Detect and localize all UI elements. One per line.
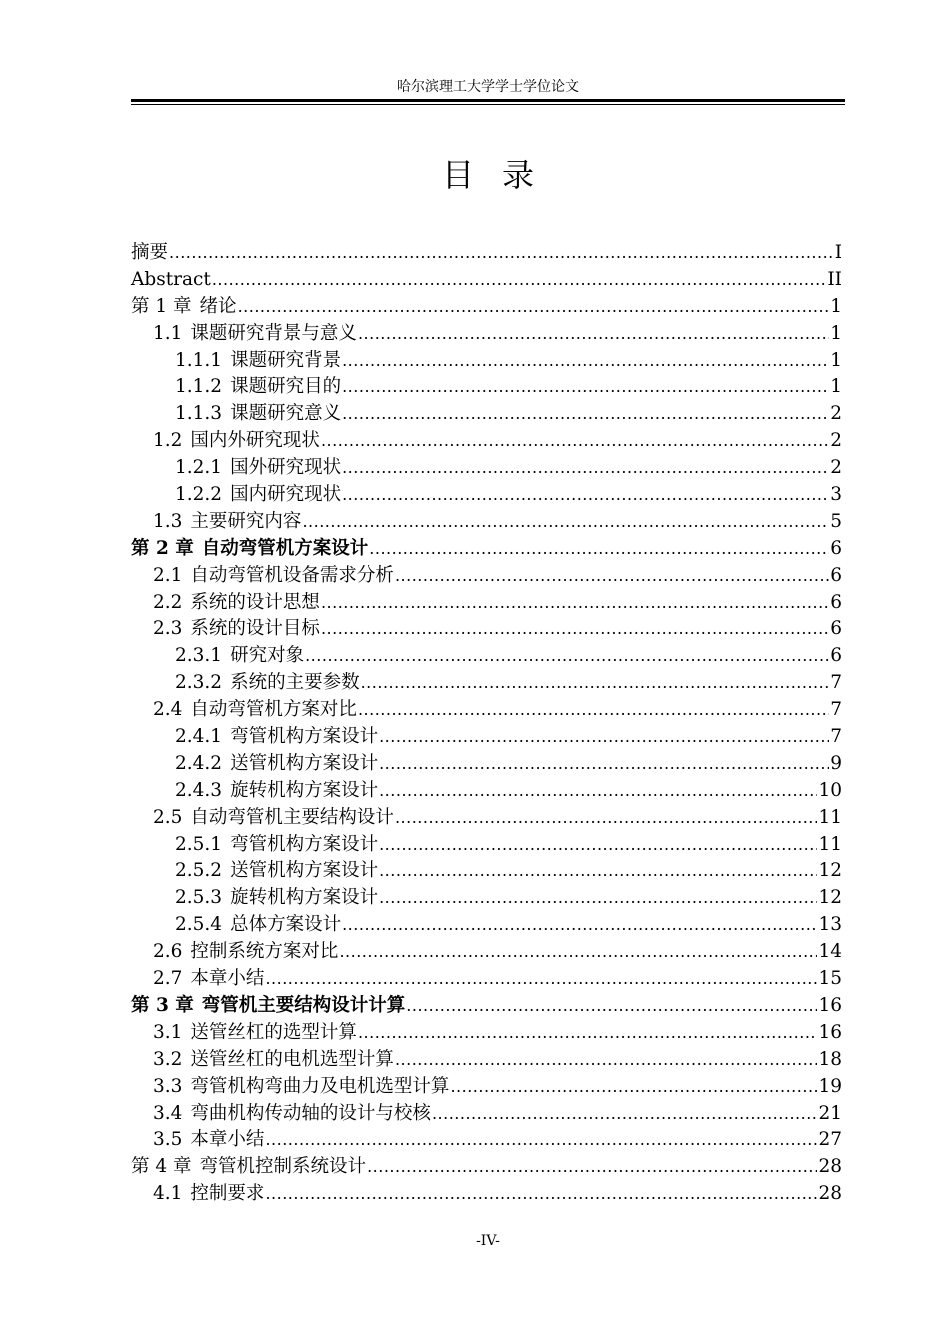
toc-entry[interactable] — [131, 1047, 842, 1074]
toc-dot-leader — [342, 348, 829, 375]
toc-entry-title: 系统的设计思想 — [190, 591, 320, 613]
toc-entry[interactable] — [131, 321, 842, 348]
page-number-footer: -IV- — [476, 1233, 500, 1249]
toc-entry-label — [175, 832, 378, 859]
toc-entry-number: 3.2 — [153, 1048, 183, 1070]
toc-dot-leader — [379, 832, 817, 859]
toc-dot-leader — [342, 912, 817, 939]
toc-entry-number: 3.1 — [153, 1021, 183, 1043]
toc-dot-leader — [358, 321, 829, 348]
toc-entry-title: 自动弯管机主要结构设计 — [190, 806, 394, 828]
toc-dot-leader — [379, 858, 817, 885]
toc-entry-number: 1.2.1 — [175, 457, 223, 479]
toc-dot-leader — [342, 401, 829, 428]
toc-entry[interactable] — [131, 1101, 842, 1128]
toc-entry-title: 绪论 — [199, 295, 237, 317]
toc-entry-number: 2.5.4 — [175, 914, 223, 936]
toc-dot-leader — [321, 428, 829, 455]
toc-entry-title: 送管丝杠的电机选型计算 — [190, 1048, 394, 1070]
toc-dot-leader — [342, 374, 829, 401]
toc-page-number: 11 — [818, 806, 842, 828]
toc-entry-label — [175, 455, 341, 482]
toc-entry-number: 2.5.1 — [175, 833, 223, 855]
running-header: 哈尔滨理工大学学士学位论文 — [397, 79, 579, 95]
toc-entry-number: 2.4.1 — [175, 726, 223, 748]
toc-page-number: 6 — [830, 591, 842, 613]
toc-entry[interactable] — [131, 1181, 842, 1208]
toc-entry-label — [175, 858, 378, 885]
toc-dot-leader — [358, 697, 829, 724]
toc-page-number: 10 — [818, 779, 842, 801]
toc-entry[interactable] — [131, 509, 842, 536]
toc-entry-number: 1.1.3 — [175, 403, 223, 425]
toc-page-number: 19 — [818, 1075, 842, 1097]
toc-entry-title: 弯管机构方案设计 — [230, 726, 379, 748]
toc-entry[interactable] — [131, 751, 842, 778]
toc-page-number: 14 — [818, 941, 842, 963]
toc-dot-leader — [450, 1074, 817, 1101]
toc-page-number: 7 — [830, 672, 842, 694]
toc-dot-leader — [212, 267, 827, 294]
toc-entry[interactable] — [131, 1154, 842, 1181]
toc-entry-label — [131, 536, 368, 563]
toc-entry-title: 弯管机控制系统设计 — [199, 1156, 367, 1178]
toc-entry-number: 2.4.3 — [175, 779, 223, 801]
toc-entry[interactable] — [131, 401, 842, 428]
toc-entry-label — [153, 1020, 357, 1047]
toc-entry-number: 2.3.2 — [175, 672, 223, 694]
toc-dot-leader — [379, 778, 817, 805]
toc-entry-label — [175, 751, 378, 778]
toc-entry[interactable] — [131, 1020, 842, 1047]
toc-page-number: 2 — [830, 430, 842, 452]
toc-title: 目录 — [441, 156, 562, 194]
toc-entry-number: 1.1.1 — [175, 349, 223, 371]
toc-entry[interactable] — [131, 428, 842, 455]
toc-page-number: 9 — [830, 752, 842, 774]
toc-entry[interactable] — [131, 482, 842, 509]
toc-entry-label — [153, 1047, 394, 1074]
toc-dot-leader — [265, 1127, 817, 1154]
toc-entry-title: 旋转机构方案设计 — [230, 887, 379, 909]
toc-entry-number: 2.3.1 — [175, 645, 223, 667]
toc-page-number: 6 — [830, 537, 842, 559]
toc-entry[interactable] — [131, 778, 842, 805]
toc-page-number: 12 — [818, 887, 842, 909]
toc-dot-leader — [342, 482, 829, 509]
toc-dot-leader — [321, 590, 829, 617]
toc-entry-title: 系统的设计目标 — [190, 618, 320, 640]
toc-page-number: 21 — [818, 1102, 842, 1124]
toc-entry-label — [175, 912, 341, 939]
toc-entry[interactable] — [131, 832, 842, 859]
toc-page-number: 7 — [830, 699, 842, 721]
toc-entry-label — [153, 805, 394, 832]
toc-dot-leader — [302, 509, 829, 536]
toc-entry-title: 自动弯管机方案设计 — [201, 537, 369, 559]
toc-dot-leader — [379, 751, 829, 778]
toc-entry-number: 第 1 章 — [131, 295, 192, 317]
toc-entry[interactable] — [131, 1127, 842, 1154]
toc-entry-number: 2.6 — [153, 941, 183, 963]
toc-entry-label — [131, 1154, 366, 1181]
toc-dot-leader — [169, 240, 834, 267]
toc-entry[interactable] — [131, 966, 842, 993]
toc-entry-title: 课题研究意义 — [230, 403, 342, 425]
toc-entry-title: 弯管机构方案设计 — [230, 833, 379, 855]
toc-entry-label — [153, 321, 357, 348]
toc-dot-leader — [265, 966, 817, 993]
toc-entry[interactable] — [131, 939, 842, 966]
toc-entry-number: 2.7 — [153, 968, 183, 990]
toc-entry[interactable] — [131, 455, 842, 482]
toc-page-number: 16 — [818, 994, 842, 1016]
toc-entry[interactable] — [131, 590, 842, 617]
toc-page-number: 12 — [818, 860, 842, 882]
toc-entry-label — [153, 939, 338, 966]
toc-entry-number: 2.4.2 — [175, 752, 223, 774]
toc-entry-number: 1.1 — [153, 322, 183, 344]
toc-page-number: 28 — [818, 1156, 842, 1178]
toc-page-number: 7 — [830, 726, 842, 748]
toc-entry-number: 2.1 — [153, 564, 183, 586]
toc-entry-label — [131, 267, 211, 294]
toc-page-number: 6 — [830, 645, 842, 667]
toc-entry-label — [175, 401, 341, 428]
toc-entry-number: 1.3 — [153, 510, 183, 532]
toc-entry[interactable] — [131, 670, 842, 697]
toc-entry[interactable] — [131, 240, 842, 267]
toc-entry-label — [175, 482, 341, 509]
toc-dot-leader — [339, 939, 817, 966]
toc-entry-label — [175, 778, 378, 805]
toc-entry-number: 2.5.2 — [175, 860, 223, 882]
toc-entry-label — [175, 724, 378, 751]
toc-entry-label — [175, 643, 304, 670]
toc-entry-label — [153, 590, 320, 617]
toc-entry-label — [131, 993, 405, 1020]
toc-entry-title: 国内研究现状 — [230, 484, 342, 506]
toc-entry-title: 控制系统方案对比 — [190, 941, 339, 963]
toc-entry-number: 1.2.2 — [175, 484, 223, 506]
toc-page-number: 3 — [830, 484, 842, 506]
toc-entry-number: 1.1.2 — [175, 376, 223, 398]
toc-dot-leader — [395, 563, 829, 590]
toc-entry-title: 送管机构方案设计 — [230, 752, 379, 774]
toc-entry[interactable] — [131, 294, 842, 321]
toc-entry-title: 弯管机主要结构设计计算 — [201, 994, 406, 1016]
toc-entry-label — [153, 1127, 264, 1154]
table-of-contents — [131, 240, 842, 1208]
toc-page-number: 1 — [830, 349, 842, 371]
toc-dot-leader — [342, 455, 829, 482]
toc-entry[interactable] — [131, 616, 842, 643]
toc-dot-leader — [379, 885, 817, 912]
toc-entry[interactable] — [131, 1074, 842, 1101]
toc-page-number: 27 — [818, 1129, 842, 1151]
toc-dot-leader — [379, 724, 829, 751]
toc-entry[interactable] — [131, 993, 842, 1020]
toc-entry-number: 第 4 章 — [131, 1156, 192, 1178]
toc-entry[interactable] — [131, 643, 842, 670]
toc-entry-number: 第 2 章 — [131, 537, 194, 559]
toc-entry-number: 2.4 — [153, 699, 183, 721]
toc-page-number: II — [827, 268, 842, 290]
toc-entry-title: 自动弯管机方案对比 — [190, 699, 357, 721]
toc-page-number: 6 — [830, 618, 842, 640]
toc-entry-title: 总体方案设计 — [230, 914, 342, 936]
toc-entry-title: 旋转机构方案设计 — [230, 779, 379, 801]
toc-entry-label — [153, 509, 301, 536]
toc-entry-title: 弯管机构弯曲力及电机选型计算 — [190, 1075, 450, 1097]
toc-page-number: 18 — [818, 1048, 842, 1070]
toc-entry-number: 4.1 — [153, 1183, 183, 1205]
toc-entry[interactable] — [131, 374, 842, 401]
header-rule-thick — [131, 99, 845, 102]
header-rule-thin — [131, 104, 845, 105]
toc-entry[interactable] — [131, 805, 842, 832]
toc-entry[interactable] — [131, 912, 842, 939]
toc-entry-label — [131, 240, 168, 267]
toc-dot-leader — [361, 670, 830, 697]
toc-page-number: I — [834, 242, 842, 263]
toc-page-number: 1 — [830, 322, 842, 344]
toc-entry-title: 系统的主要参数 — [230, 672, 360, 694]
toc-entry-label — [131, 294, 237, 321]
toc-dot-leader — [395, 1047, 818, 1074]
toc-entry-label — [175, 348, 341, 375]
toc-page-number: 1 — [830, 376, 842, 398]
toc-entry-number: 3.3 — [153, 1075, 183, 1097]
toc-entry-title: 主要研究内容 — [190, 510, 302, 532]
toc-entry-title: 摘要 — [131, 242, 169, 263]
toc-entry-label — [153, 563, 394, 590]
toc-page-number: 15 — [818, 968, 842, 990]
toc-entry-label — [175, 670, 360, 697]
toc-entry-label — [153, 1181, 264, 1208]
toc-entry-label — [175, 374, 341, 401]
toc-entry-label — [153, 428, 320, 455]
toc-entry-label — [175, 885, 378, 912]
toc-entry[interactable] — [131, 885, 842, 912]
toc-entry-number: 2.5.3 — [175, 887, 223, 909]
toc-page-number: 16 — [818, 1021, 842, 1043]
toc-entry-title: 弯曲机构传动轴的设计与校核 — [190, 1102, 431, 1124]
toc-page-number: 11 — [818, 833, 842, 855]
toc-entry-title: 自动弯管机设备需求分析 — [190, 564, 394, 586]
toc-page-number: 2 — [830, 457, 842, 479]
toc-dot-leader — [358, 1020, 818, 1047]
toc-entry-label — [153, 616, 320, 643]
toc-entry-number: 3.4 — [153, 1102, 183, 1124]
toc-entry-title: 国内外研究现状 — [190, 430, 320, 452]
toc-entry[interactable] — [131, 858, 842, 885]
toc-page-number: 5 — [830, 510, 842, 532]
toc-entry[interactable] — [131, 536, 842, 563]
toc-dot-leader — [238, 294, 830, 321]
toc-entry[interactable] — [131, 267, 842, 294]
toc-dot-leader — [395, 805, 818, 832]
toc-page-number: 6 — [830, 564, 842, 586]
toc-entry-title: Abstract — [131, 268, 211, 290]
toc-page-number: 13 — [818, 914, 842, 936]
toc-entry-number: 2.2 — [153, 591, 183, 613]
toc-entry[interactable] — [131, 724, 842, 751]
toc-entry[interactable] — [131, 697, 842, 724]
toc-dot-leader — [369, 536, 829, 563]
toc-entry-title: 课题研究背景与意义 — [190, 322, 357, 344]
toc-page-number: 1 — [830, 295, 842, 317]
toc-page-number: 2 — [830, 403, 842, 425]
toc-entry-label — [153, 697, 357, 724]
toc-entry-title: 送管丝杠的选型计算 — [190, 1021, 357, 1043]
toc-entry[interactable] — [131, 563, 842, 590]
toc-entry-number: 2.3 — [153, 618, 183, 640]
toc-dot-leader — [432, 1101, 818, 1128]
toc-entry-number: 3.5 — [153, 1129, 183, 1151]
toc-entry-number: 2.5 — [153, 806, 183, 828]
toc-entry-title: 课题研究目的 — [230, 376, 342, 398]
toc-entry-title: 本章小结 — [190, 1129, 265, 1151]
toc-entry-title: 课题研究背景 — [230, 349, 342, 371]
toc-entry-label — [153, 1101, 431, 1128]
toc-dot-leader — [305, 643, 829, 670]
toc-entry-title: 控制要求 — [190, 1183, 265, 1205]
toc-entry-number: 1.2 — [153, 430, 183, 452]
toc-entry-title: 本章小结 — [190, 968, 265, 990]
toc-entry-title: 研究对象 — [230, 645, 305, 667]
toc-dot-leader — [367, 1154, 817, 1181]
toc-entry-number: 第 3 章 — [131, 994, 194, 1016]
toc-entry-title: 送管机构方案设计 — [230, 860, 379, 882]
toc-page-number: 28 — [818, 1183, 842, 1205]
toc-entry[interactable] — [131, 348, 842, 375]
toc-dot-leader — [265, 1181, 817, 1208]
toc-entry-label — [153, 1074, 449, 1101]
toc-entry-title: 国外研究现状 — [230, 457, 342, 479]
toc-dot-leader — [321, 616, 829, 643]
toc-dot-leader — [406, 993, 817, 1020]
toc-entry-label — [153, 966, 264, 993]
